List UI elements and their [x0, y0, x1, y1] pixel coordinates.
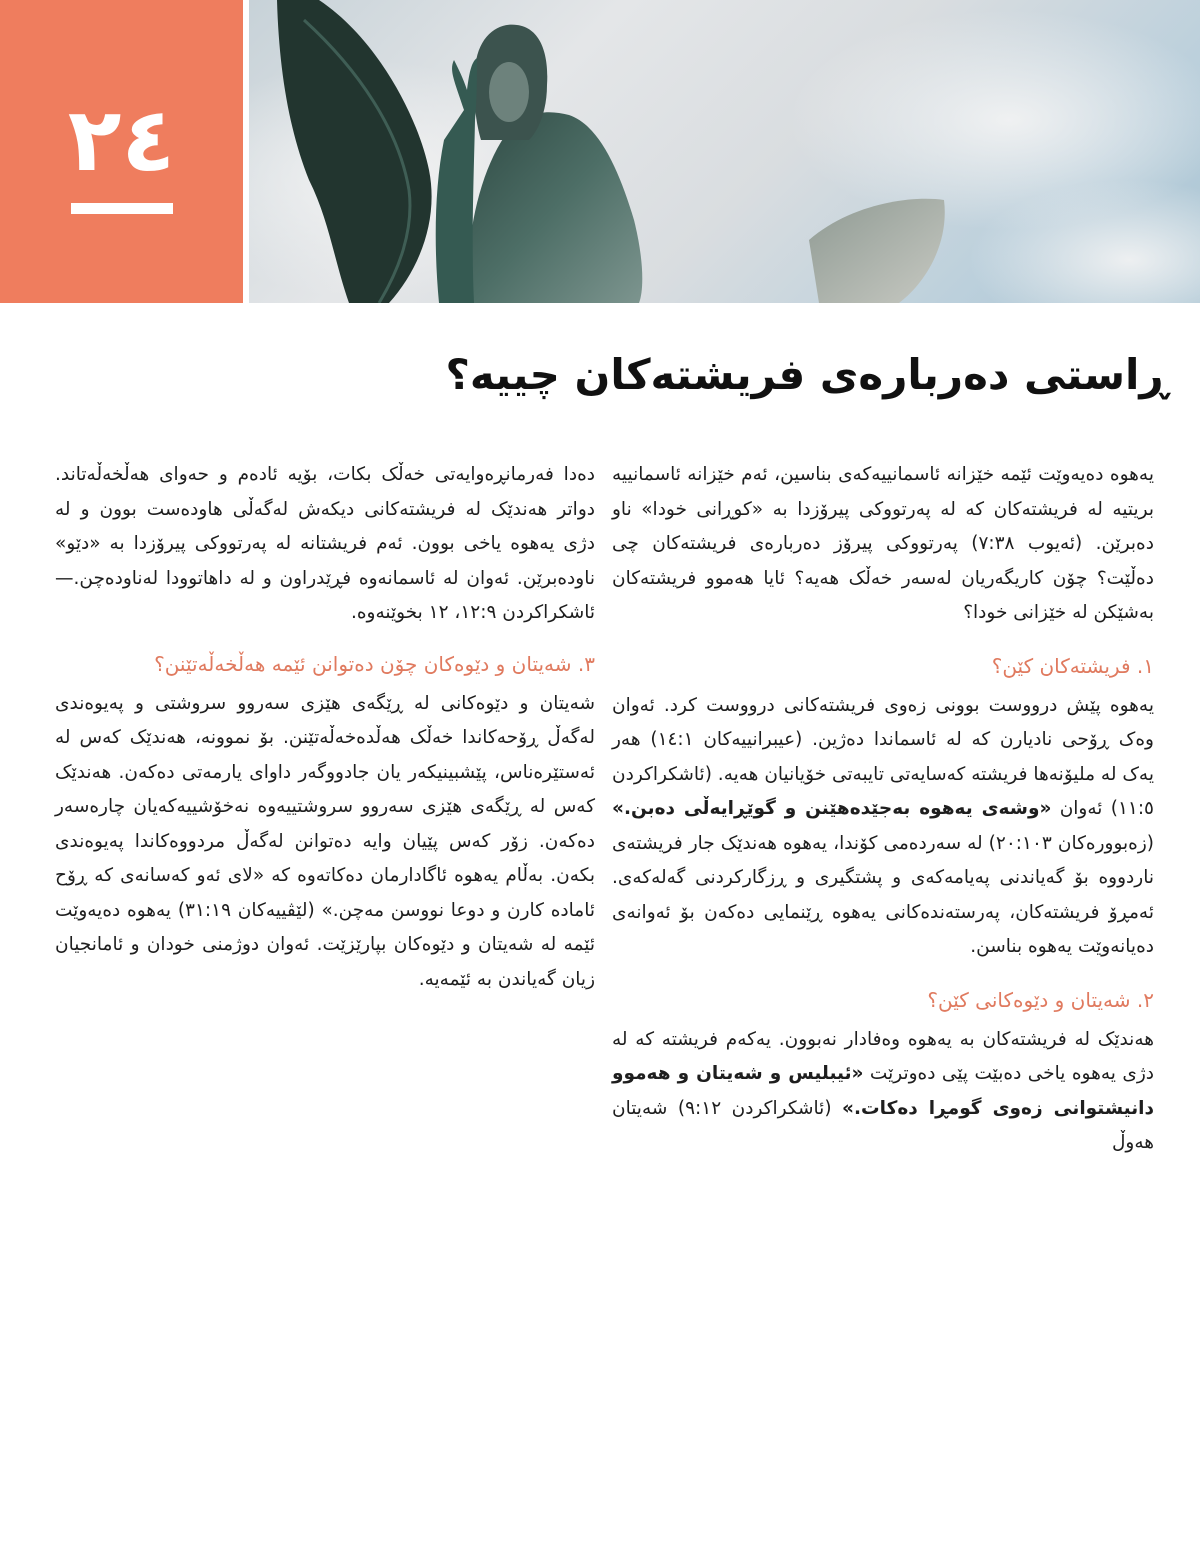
- section-2-paragraph: [612, 1023, 1154, 1161]
- angel-statue-illustration: [249, 0, 1200, 303]
- section-heading-1: ١. فریشتەکان کێن؟: [991, 653, 1154, 678]
- section-2-text: هەندێک لە فریشتەکان بە یەهوە وەفادار نەبوون. یەکەم فریشتە کە لە دژی یەهوە یاخی دەبێت پێی دەوترێت: [612, 1028, 1155, 1084]
- section-heading-2: ٢. شەیتان و دێوەکانی کێن؟: [927, 987, 1154, 1012]
- section-1-quote: «وشەی یەهوە بەجێدەهێنن و گوێڕایەڵی دەبن.»: [612, 798, 1052, 819]
- section-2-text-after: (ئاشکراکردن ٩:١٢) شەیتان هەوڵ: [612, 1097, 1154, 1153]
- intro-paragraph: یەهوە دەیەوێت ئێمە خێزانە ئاسمانییەکەی بناسین، ئەم خێزانە ئاسمانییە بریتیە لە فریشتەکان کە لە پەرتووکی پیرۆزدا بە «کوڕانی خودا» ناو دەبرێن. (ئەیوب ٧:٣٨) پەرتووکی پیرۆز دەربارەی فریشتەکان چی دەڵێت؟ چۆن کاریگەریان لەسەر خەڵک هەیە؟ ئایا هەموو فریشتەکان بەشێکن لە خێزانی خودا؟: [612, 464, 1154, 623]
- section-1-text-after: (زەبوورەکان ٢٠:١٠٣) لە سەردەمی کۆندا، یەهوە هەندێک جار فریشتەی ناردووە بۆ گەیاندنی پەیامەکەی و پشتگیری و ڕزگارکردنی گەلەکەی. ئەمڕۆ فریشتەکان، پەرستەندەکانی یەهوە ڕێنمایی دەکەن بۆ ئەوانەی دەیانەوێت یەهوە بناسن.: [612, 832, 1154, 957]
- lesson-number-underline: [71, 203, 173, 214]
- section-3-paragraph: شەیتان و دێوەکانی لە ڕێگەی هێزی سەروو سروشتی و پەیوەندی لەگەڵ ڕۆحەکاندا خەڵک هەڵدەخەڵەتێنن. بۆ نموونە، هەندێک کەس لە ئەستێرەناس، پێشبینیکەر یان جادووگەر داوای یارمەتی دەکەن. هەندێک کەس لە ڕێگەی هێزی سەروو سروشتییەوە نەخۆشییەکەیان چارەسەر دەکەن. زۆر کەس پێیان وایە دەتوانن لەگەڵ مردووەکاندا پەیوەندی بکەن. بەڵام یەهوە ئاگادارمان دەکاتەوە کە «لای ئەو کەسانەی کە ڕۆح ئامادە کارن و دوعا نووسن مەچن.» (لێڤییەکان ٣١:١٩) یەهوە دەیەوێت ئێمە لە شەیتان و دێوەکان بپارێزێت. ئەوان دوژمنی خودان و ئامانجیان زیان گەیاندن بە ئێمەیە.: [55, 692, 595, 990]
- angel-statue-photo: [249, 0, 1200, 303]
- section-heading-3: ٣. شەیتان و دێوەکان چۆن دەتوانن ئێمە هەڵخەڵەتێنن؟: [154, 651, 595, 676]
- lesson-number-box: [0, 0, 243, 303]
- section-1-text: یەهوە پێش درووست بوونی زەوی فریشتەکانی درووست کرد. ئەوان وەک ڕۆحی نادیارن کە لە ئاسماندا دەژین. (عیبرانییەکان ١٤:١) هەر یەک لە ملیۆنەها فریشتە کەسایەتی تایبەتی خۆیانیان هەیە. (ئاشکراکردن ١١:٥) ئەوان: [612, 694, 1154, 819]
- section-1-paragraph: [612, 689, 1154, 965]
- lesson-number: ٢٤: [67, 88, 176, 191]
- right-column: [612, 458, 1154, 1161]
- section-2-continuation: دەدا فەرمانڕەوایەتی خەڵک بکات، بۆیە ئادەم و حەوای هەڵخەڵەتاند. دواتر هەندێک لە فریشتەکانی دیکەش لەگەڵی هاودەست بوون و لە دژی یەهوە یاخی بوون. ئەم فریشتانە لە پەرتووکی پیرۆزدا بە «دێو» ناودەبرێن. ئەوان لە ئاسمانەوە فڕێدراون و لە داهاتوودا لەناودەچن.—ئاشکراکردن ١٢:٩، ١٢ بخوێنەوە.: [55, 464, 595, 623]
- left-column: [55, 458, 595, 997]
- banner: [0, 0, 1200, 303]
- section-2-quote: «ئیبلیس و شەیتان و هەموو دانیشتوانی زەوی گومڕا دەکات.»: [612, 1063, 1154, 1119]
- page-title: ڕاستی دەربارەی فریشتەکان چییە؟: [445, 350, 1168, 399]
